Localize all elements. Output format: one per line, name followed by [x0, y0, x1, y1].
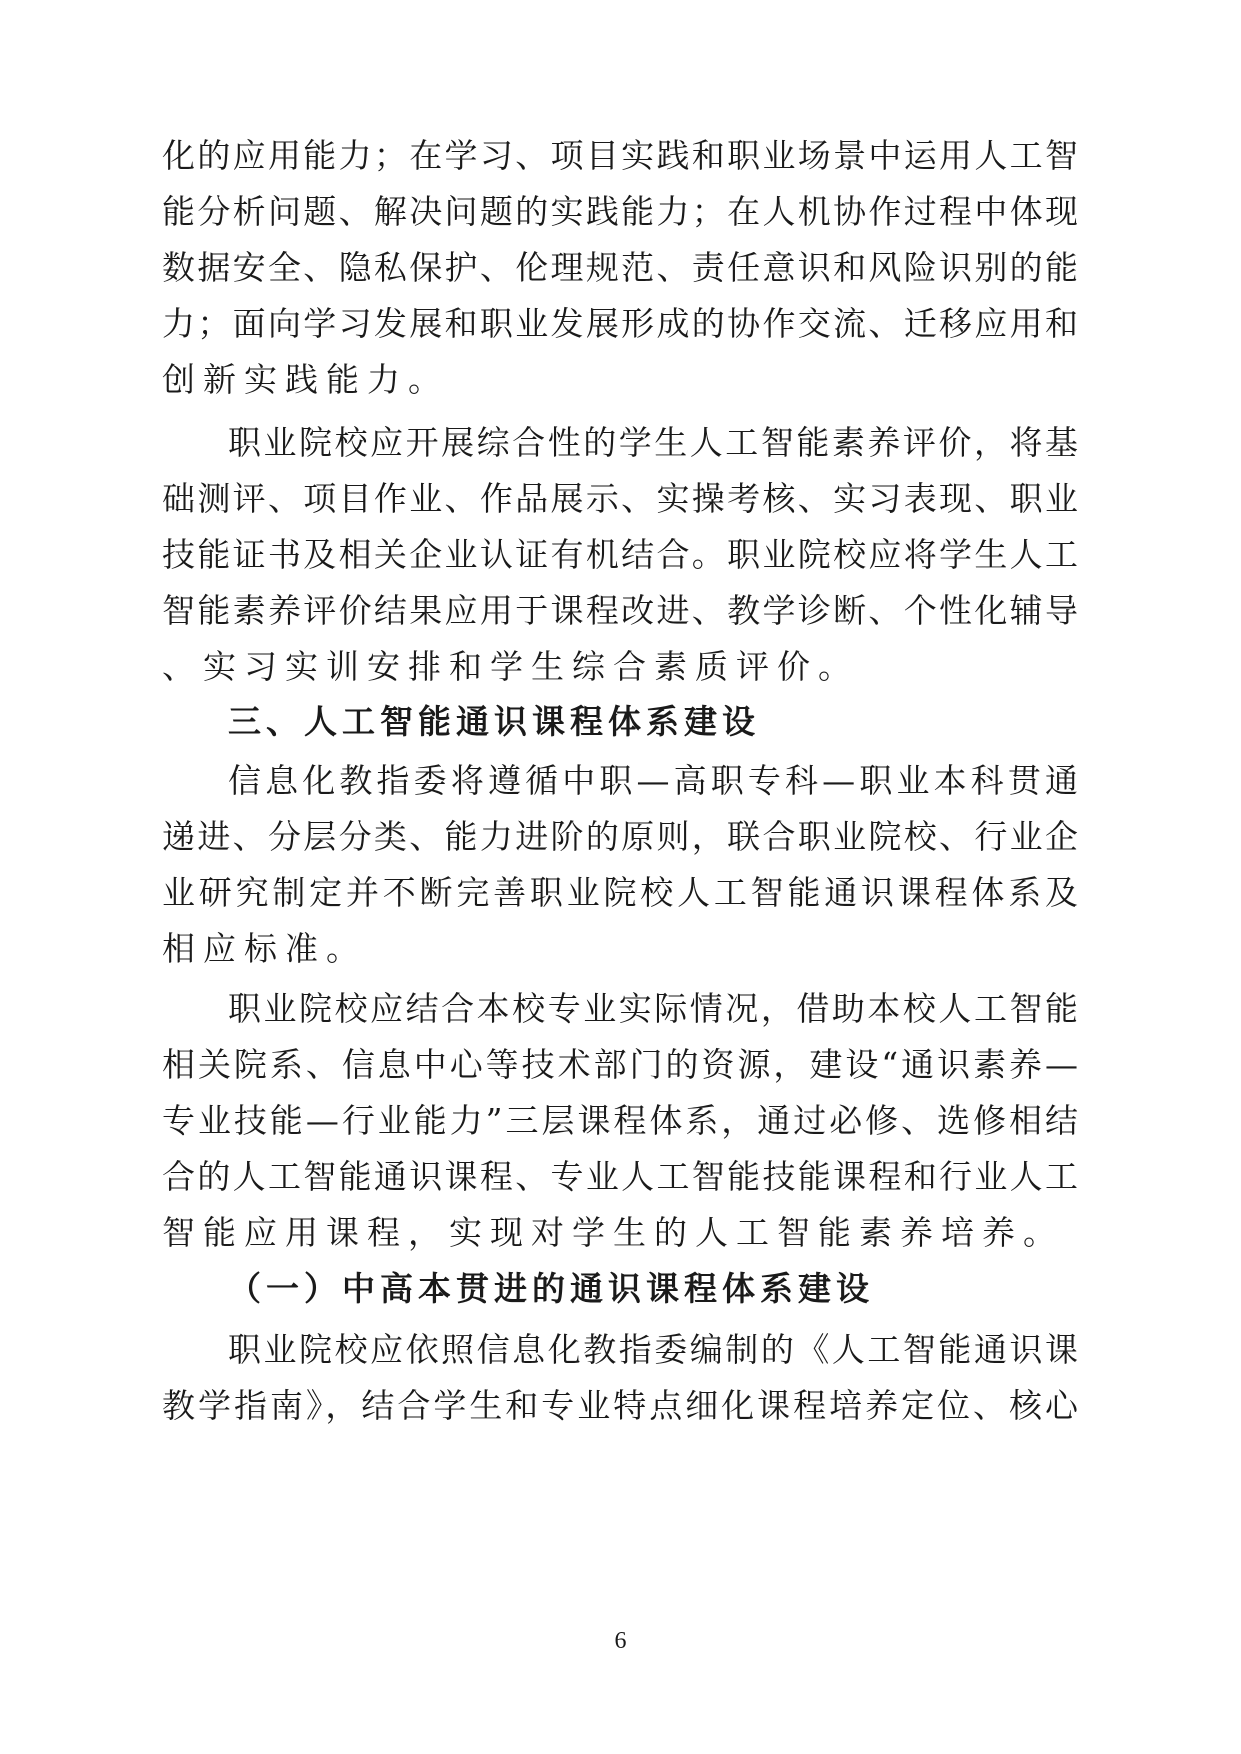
body-text-line: 智能素养评价结果应用于课程改进、教学诊断、个性化辅导 — [162, 591, 1078, 630]
body-text-line: 、实习实训安排和学生综合素质评价。 — [162, 647, 859, 686]
body-text-line: 教学指南》，结合学生和专业特点细化课程培养定位、核心 — [162, 1386, 1078, 1425]
subsection-heading: （一）中高本贯进的通识课程体系建设 — [228, 1269, 874, 1308]
body-text-line: 智能应用课程，实现对学生的人工智能素养培养。 — [162, 1213, 1064, 1252]
body-text-line: 相应标准。 — [162, 929, 367, 968]
body-text-line: 相关院系、信息中心等技术部门的资源，建设“通识素养— — [162, 1045, 1078, 1084]
paragraph-first-line: 职业院校应依照信息化教指委编制的《人工智能通识课 — [228, 1330, 1078, 1369]
body-text-line: 专业技能—行业能力”三层课程体系，通过必修、选修相结 — [162, 1101, 1078, 1140]
body-text-line: 递进、分层分类、能力进阶的原则，联合职业院校、行业企 — [162, 817, 1078, 856]
paragraph-first-line: 职业院校应结合本校专业实际情况，借助本校人工智能 — [228, 989, 1078, 1028]
body-text-line: 力；面向学习发展和职业发展形成的协作交流、迁移应用和 — [162, 304, 1078, 343]
body-text-line: 技能证书及相关企业认证有机结合。职业院校应将学生人工 — [162, 535, 1078, 574]
page-number: 6 — [614, 1628, 627, 1654]
body-text-line: 能分析问题、解决问题的实践能力；在人机协作过程中体现 — [162, 192, 1078, 231]
body-text-line: 化的应用能力；在学习、项目实践和职业场景中运用人工智 — [162, 136, 1078, 175]
body-text-line: 创新实践能力。 — [162, 360, 449, 399]
body-text-line: 数据安全、隐私保护、伦理规范、责任意识和风险识别的能 — [162, 248, 1078, 287]
body-text-line: 合的人工智能通识课程、专业人工智能技能课程和行业人工 — [162, 1157, 1078, 1196]
body-text-line: 业研究制定并不断完善职业院校人工智能通识课程体系及 — [162, 873, 1078, 912]
body-text-line: 础测评、项目作业、作品展示、实操考核、实习表现、职业 — [162, 479, 1078, 518]
section-heading: 三、人工智能通识课程体系建设 — [228, 702, 760, 741]
paragraph-first-line: 信息化教指委将遵循中职—高职专科—职业本科贯通 — [228, 761, 1078, 800]
paragraph-first-line: 职业院校应开展综合性的学生人工智能素养评价，将基 — [228, 423, 1078, 462]
